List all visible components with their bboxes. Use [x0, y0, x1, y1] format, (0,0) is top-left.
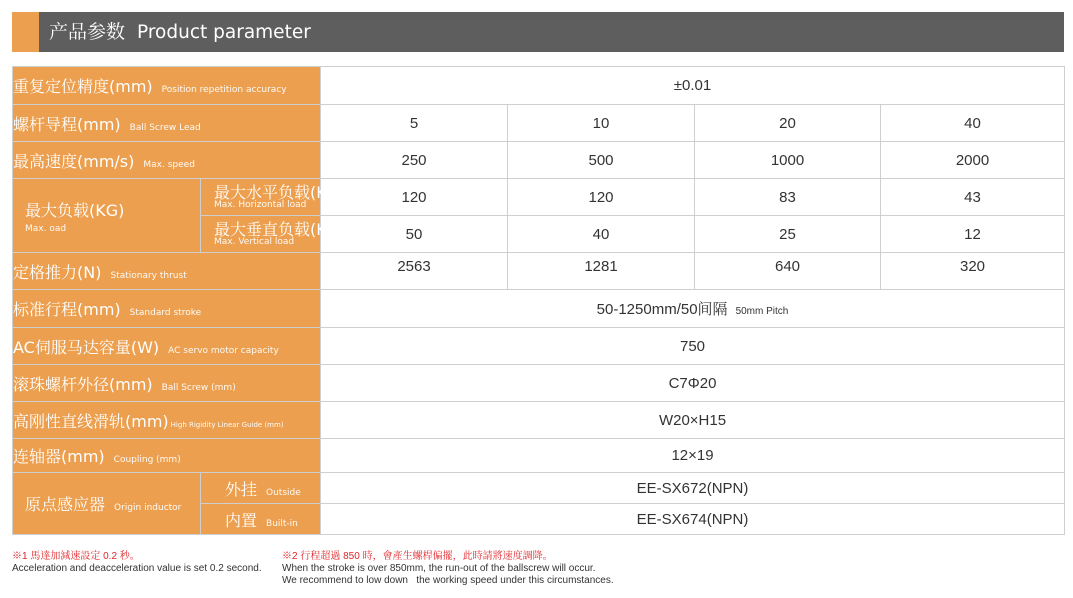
value-vertical-load-3: 25: [695, 216, 881, 253]
section-header: [12, 12, 1064, 52]
label-en: AC servo motor capacity: [168, 345, 279, 356]
value-origin-builtin: EE-SX674(NPN): [321, 504, 1065, 535]
label-zh: 外挂: [225, 479, 258, 499]
note-2-en-line-2: We recommend to low down the working speed under this circumstances.: [282, 575, 614, 586]
value-vertical-load-2: 40: [508, 216, 695, 253]
note-1: [12, 551, 262, 575]
label-thrust: [13, 253, 321, 290]
value-thrust-3: 640: [695, 253, 881, 290]
row-accuracy: [13, 67, 1065, 105]
label-origin: [13, 473, 201, 535]
value-horizontal-load-4: 43: [881, 179, 1065, 216]
label-en: Position repetition accuracy: [161, 85, 287, 95]
label-stroke: [13, 290, 321, 328]
row-thrust: [13, 253, 1065, 290]
value-ball-screw: C7Φ20: [321, 365, 1065, 402]
value-accuracy: ±0.01: [321, 67, 1065, 105]
value-lead-2: 10: [508, 105, 695, 142]
note-1-zh: ※1 馬達加減速設定 0.2 秒。: [12, 551, 140, 562]
spec-table: [12, 66, 1065, 535]
label-zh: 滚珠螺杆外径(mm): [13, 374, 153, 394]
value-stroke-main: 50-1250mm/50间隔: [596, 301, 728, 318]
label-max-load: [13, 179, 201, 253]
label-en: Max. Vertical load: [214, 237, 295, 247]
label-zh: 螺杆导程(mm): [13, 114, 121, 134]
value-horizontal-load-3: 83: [695, 179, 881, 216]
value-coupling: 12×19: [321, 439, 1065, 473]
header-accent-bar: [12, 12, 39, 52]
label-zh: 最大垂直负载(KG): [214, 220, 346, 239]
row-guide: [13, 402, 1065, 439]
label-en: Built-in: [266, 518, 298, 529]
label-zh: AC伺服马达容量(W): [13, 337, 160, 357]
label-en: High Rigidity Linear Guide (mm): [170, 420, 284, 429]
label-en: Max. speed: [143, 159, 195, 170]
label-zh: 原点感应器: [25, 495, 106, 514]
label-en: Outside: [266, 487, 301, 498]
note-1-en: Acceleration and deacceleration value is set 0.2 second.: [12, 563, 262, 574]
value-horizontal-load-2: 120: [508, 179, 695, 216]
row-ball-screw: [13, 365, 1065, 402]
row-speed: [13, 142, 1065, 179]
label-en: Max. Horizontal load: [214, 200, 307, 210]
row-origin-outside: [13, 473, 1065, 504]
label-en: Max. oad: [25, 223, 67, 234]
label-zh: 标准行程(mm): [13, 300, 121, 319]
label-en: Ball Screw (mm): [161, 382, 236, 393]
value-vertical-load-4: 12: [881, 216, 1065, 253]
label-vertical-load: [201, 216, 346, 253]
section-title-zh: 产品参数: [49, 21, 126, 43]
label-coupling: [13, 439, 321, 473]
value-origin-outside: EE-SX672(NPN): [321, 473, 1065, 504]
label-lead: [13, 105, 321, 142]
label-origin-outside: [201, 473, 321, 504]
label-accuracy: [13, 67, 321, 105]
label-zh: 最大水平负载(KG): [214, 183, 346, 202]
value-thrust-2: 1281: [508, 253, 695, 290]
value-motor: 750: [321, 328, 1065, 365]
label-motor: [13, 328, 321, 365]
value-speed-1: 250: [321, 142, 508, 179]
row-horizontal-load: [13, 179, 1065, 216]
value-lead-4: 40: [881, 105, 1065, 142]
row-coupling: [13, 439, 1065, 473]
note-2-en-line-1: When the stroke is over 850mm, the run-out of the ballscrew will occur.: [282, 563, 596, 574]
value-speed-4: 2000: [881, 142, 1065, 179]
row-lead: [13, 105, 1065, 142]
label-en: Coupling (mm): [113, 455, 181, 465]
section-title: [49, 12, 311, 53]
label-zh: 连轴器(mm): [13, 447, 105, 466]
label-en: Standard stroke: [129, 308, 202, 318]
value-speed-2: 500: [508, 142, 695, 179]
value-stroke-note: 50mm Pitch: [735, 306, 789, 317]
note-2-zh: ※2 行程超過 850 時，會產生螺桿偏擺，此時請將速度調降。: [282, 551, 553, 562]
value-lead-1: 5: [321, 105, 508, 142]
value-vertical-load-1: 50: [321, 216, 508, 253]
label-zh: 重复定位精度(mm): [13, 77, 153, 96]
label-zh: 最高速度(mm/s): [13, 151, 135, 171]
label-speed: [13, 142, 321, 179]
label-zh: 高刚性直线滑轨(mm): [13, 411, 169, 431]
value-stroke: [321, 290, 1065, 328]
label-en: Origin inductor: [114, 503, 182, 513]
label-zh: 内置: [225, 510, 258, 530]
label-guide: [13, 402, 321, 439]
section-title-en: Product parameter: [137, 22, 311, 43]
value-thrust-4: 320: [881, 253, 1065, 290]
label-ball-screw: [13, 365, 321, 402]
label-horizontal-load: [201, 179, 346, 216]
label-en: Ball Screw Lead: [129, 122, 201, 133]
value-horizontal-load-1: 120: [321, 179, 508, 216]
note-2: [282, 551, 614, 587]
row-stroke: [13, 290, 1065, 328]
label-en: Stationary thrust: [110, 270, 187, 281]
label-zh: 定格推力(N): [13, 262, 102, 282]
value-thrust-1: 2563: [321, 253, 508, 290]
value-lead-3: 20: [695, 105, 881, 142]
row-motor: [13, 328, 1065, 365]
label-zh: 最大负载(KG): [25, 200, 125, 220]
value-speed-3: 1000: [695, 142, 881, 179]
label-origin-builtin: [201, 504, 321, 535]
value-guide: W20×H15: [321, 402, 1065, 439]
